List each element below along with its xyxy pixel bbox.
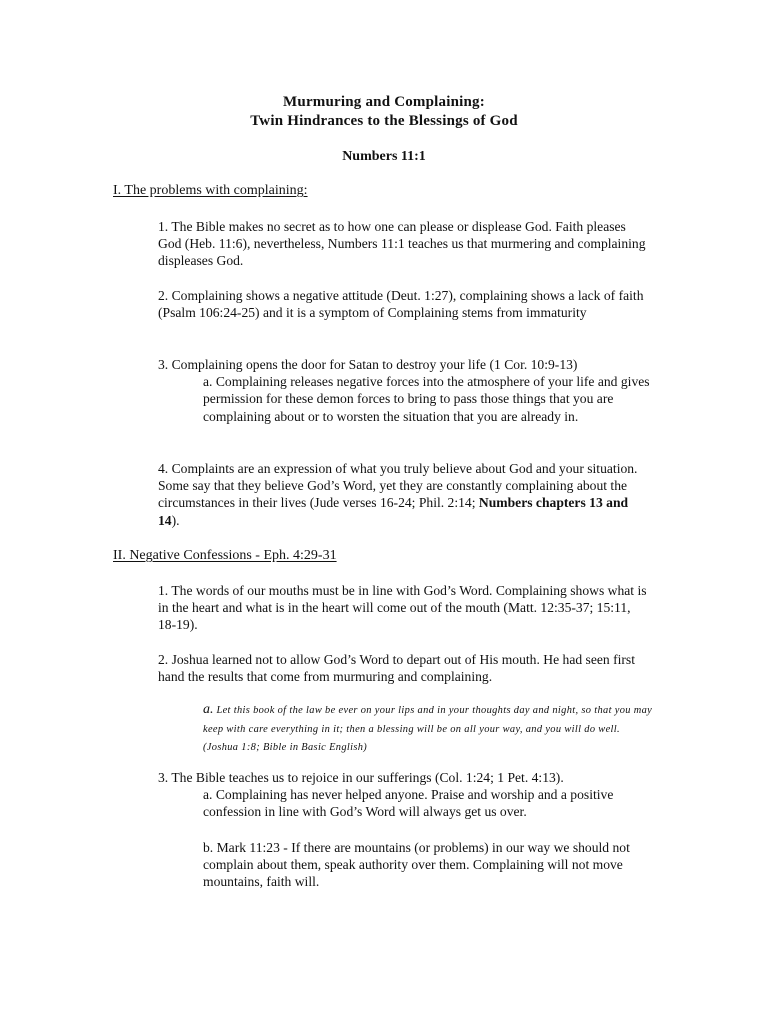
paragraph-2-2: 2. Joshua learned not to allow God’s Word to depart out of His mouth. He had seen first hand the results that come from murmuring and complaining. xyxy=(158,652,635,685)
paragraph-1-4-text: 4. Complaints are an expression of what you truly believe about God and your situation. Some say that they believe God’s Word, yet they are constantly complaining about the circumstances in their lives (Jude verses 16-24; Phil. 2:14; xyxy=(158,461,638,511)
paragraph-2-3-block xyxy=(158,769,651,821)
paragraph-1-3-a: a. Complaining releases negative forces into the atmosphere of your life and gives permission for these demon forces to bring to pass those things that you are complaining about or to worsten the situation that you are already in. xyxy=(203,374,650,424)
paragraph-1-2: 2. Complaining shows a negative attitude (Deut. 1:27), complaining shows a lack of faith (Psalm 106:24-25) and it is a symptom of Complaining stems from immaturity xyxy=(158,288,644,321)
paragraph-1-4-bold: Numbers chapters 13 and 14 xyxy=(158,495,629,528)
paragraph-1-3: 3. Complaining opens the door for Satan to destroy your life (1 Cor. 10:9-13) xyxy=(158,357,578,372)
paragraph-1-4 xyxy=(158,460,648,529)
title-line-2: Twin Hindrances to the Blessings of God xyxy=(250,113,518,129)
quote-text: Let this book of the law be ever on your lips and in your thoughts day and night, so that you may keep with care everything in it; then a blessing will be on all your way, and you will do well. (Joshua 1:8; Bible in Basic English) xyxy=(203,705,653,753)
paragraph-1-1: 1. The Bible makes no secret as to how one can please or displease God. Faith pleases God (Heb. 11:6), nevertheless, Numbers 11:1 teaches us that murmering and complaining displeases God. xyxy=(158,219,646,269)
title-line-1: Murmuring and Complaining: xyxy=(283,94,485,110)
quote-label: a. xyxy=(203,702,214,717)
section-heading-problems: I. The problems with complaining: xyxy=(113,183,308,198)
scripture-reference: Numbers 11:1 xyxy=(342,149,426,164)
paragraph-2-3-b: b. Mark 11:23 - If there are mountains (or problems) in our way we should not complain about them, speak authority over them. Complaining will not move mountains, faith will. xyxy=(203,840,630,890)
scripture-quote xyxy=(203,701,655,758)
paragraph-1-3-block xyxy=(158,356,651,425)
section-heading-negative-confessions: II. Negative Confessions - Eph. 4:29-31 xyxy=(113,548,337,563)
paragraph-2-1: 1. The words of our mouths must be in line with God’s Word. Complaining shows what is in the heart and what is in the heart will come out of the mouth (Matt. 12:35-37; 15:11, 18-19). xyxy=(158,583,647,633)
paragraph-2-3: 3. The Bible teaches us to rejoice in our sufferings (Col. 1:24; 1 Pet. 4:13). xyxy=(158,770,564,785)
paragraph-1-4-end: ). xyxy=(171,512,180,528)
paragraph-2-3-a: a. Complaining has never helped anyone. Praise and worship and a positive confession in line with God’s Word will always get us over. xyxy=(203,787,614,820)
